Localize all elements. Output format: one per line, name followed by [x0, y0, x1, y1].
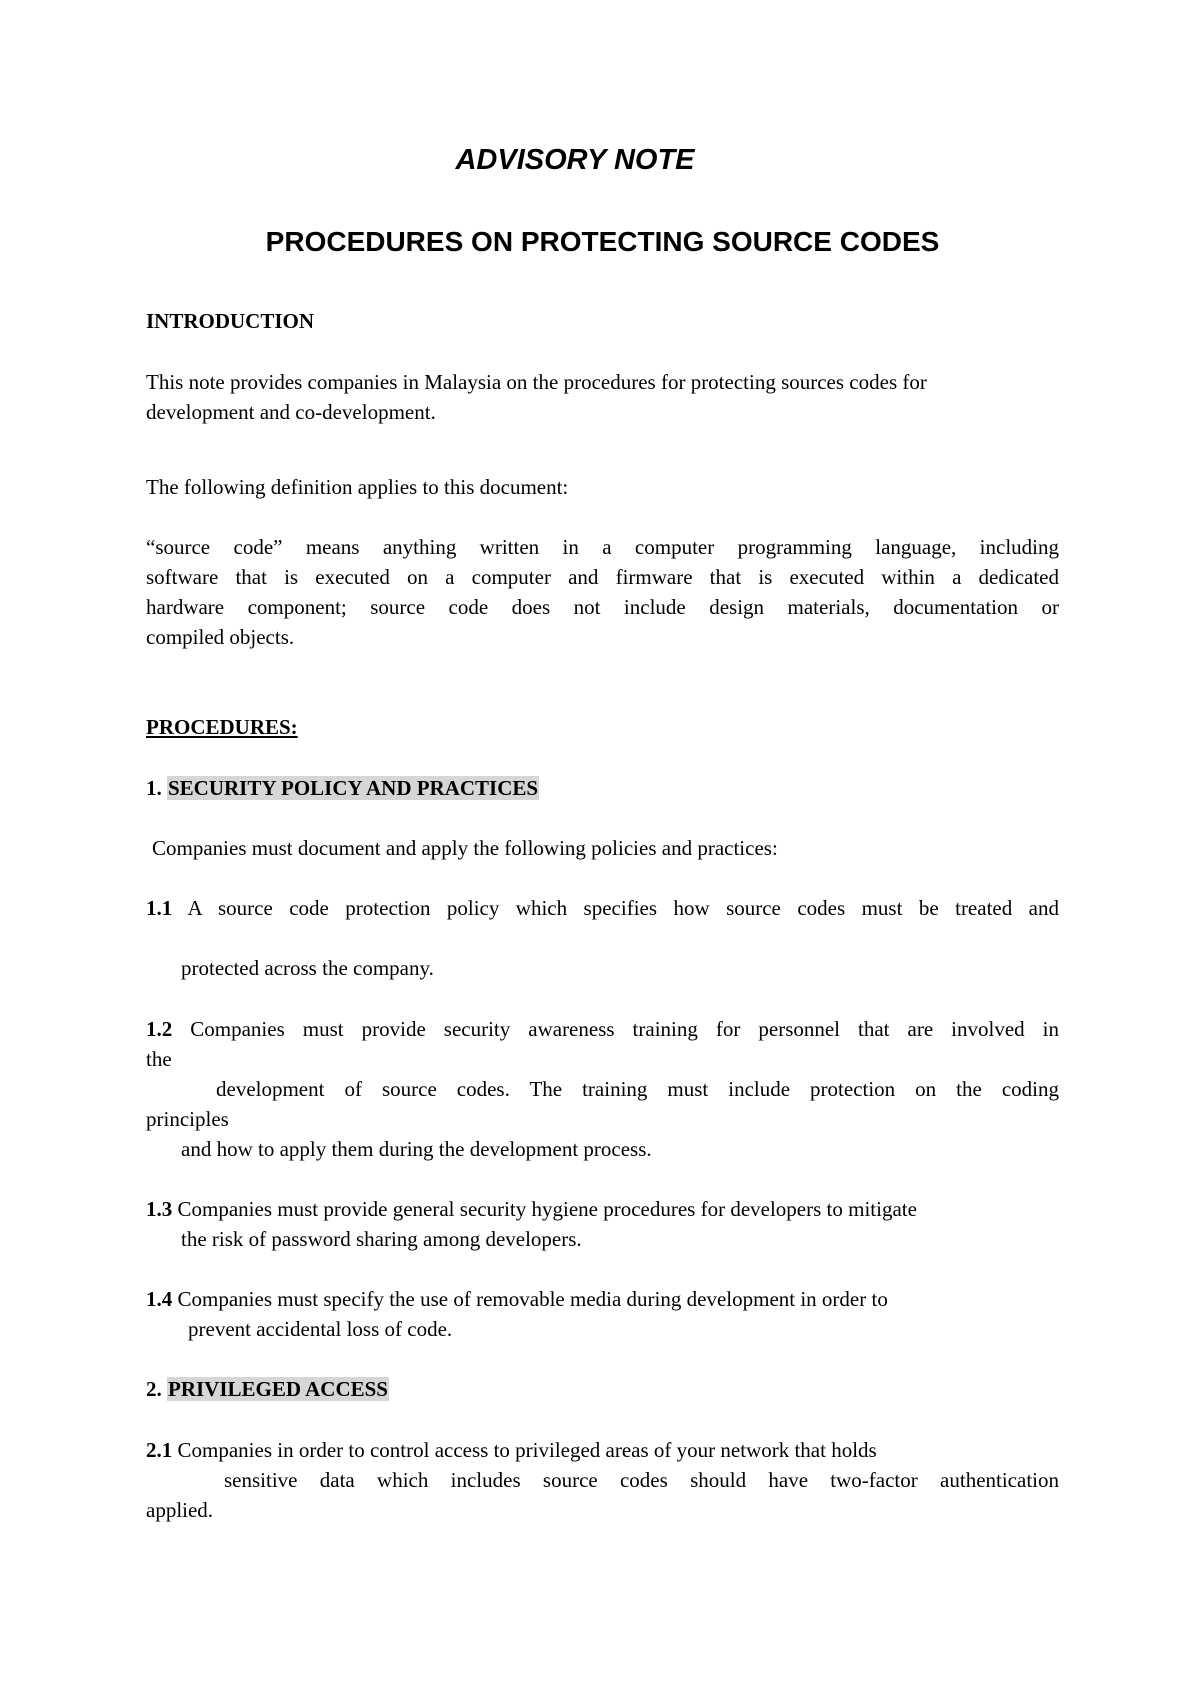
- intro-paragraph-line: This note provides companies in Malaysia on the procedures for protecting sources codes for: [146, 370, 927, 394]
- procedures-heading: PROCEDURES:: [146, 715, 298, 739]
- section-2-number: 2.: [146, 1377, 162, 1401]
- definition-line: software that is executed on a computer and firmware that is executed within a dedicated: [146, 565, 1059, 589]
- item-2-1: [146, 1435, 877, 1465]
- section-1-number: 1.: [146, 776, 162, 800]
- item-1-3-text: Companies must provide general security hygiene procedures for developers to mitigate: [177, 1197, 917, 1221]
- item-1-3-number: 1.3: [146, 1197, 173, 1221]
- item-1-2-line: the: [146, 1047, 172, 1071]
- item-1-4: [146, 1284, 888, 1314]
- item-1-4-text: Companies must specify the use of removable media during development in order to: [177, 1287, 888, 1311]
- item-1-1-number: 1.1: [146, 896, 173, 920]
- introduction-heading: INTRODUCTION: [146, 309, 315, 333]
- document-title: ADVISORY NOTE: [455, 144, 695, 176]
- section-1-intro: Companies must document and apply the following policies and practices:: [152, 836, 778, 860]
- item-2-1-line: applied.: [146, 1498, 214, 1522]
- item-1-1-text: A source code protection policy which specifies how source codes must be treated and: [187, 896, 1059, 920]
- item-1-2-line: development of source codes. The training must include protection on the coding: [216, 1077, 1059, 1101]
- item-1-4-continuation: prevent accidental loss of code.: [188, 1317, 453, 1341]
- definition-line: hardware component; source code does not include design materials, documentation or: [146, 595, 1059, 619]
- document-subtitle: PROCEDURES ON PROTECTING SOURCE CODES: [265, 226, 940, 257]
- item-1-2-line: and how to apply them during the development process.: [181, 1137, 652, 1161]
- item-1-2-text: Companies must provide security awareness training for personnel that are involved in: [190, 1017, 1060, 1041]
- intro-paragraph-line: development and co-development.: [146, 400, 436, 424]
- item-1-3: [146, 1194, 917, 1224]
- item-2-1-line: sensitive data which includes source codes should have two-factor authentication: [224, 1468, 1059, 1492]
- item-1-2-line: principles: [146, 1107, 229, 1131]
- item-1-2: [146, 1014, 1059, 1044]
- definition-line: “source code” means anything written in a computer programming language, including: [146, 535, 1059, 559]
- section-2-heading: [146, 1374, 389, 1404]
- section-1-heading: [146, 773, 539, 803]
- item-1-2-number: 1.2: [146, 1017, 173, 1041]
- item-1-1: [146, 893, 1059, 923]
- item-1-1-continuation: protected across the company.: [181, 956, 434, 980]
- item-2-1-number: 2.1: [146, 1438, 173, 1462]
- item-1-3-continuation: the risk of password sharing among developers.: [181, 1227, 582, 1251]
- section-2-title: PRIVILEGED ACCESS: [168, 1377, 388, 1401]
- section-1-title: SECURITY POLICY AND PRACTICES: [168, 776, 539, 800]
- item-1-4-number: 1.4: [146, 1287, 173, 1311]
- definition-line: compiled objects.: [146, 625, 295, 649]
- item-2-1-text: Companies in order to control access to privileged areas of your network that holds: [177, 1438, 877, 1462]
- definition-lead: The following definition applies to this document:: [146, 475, 569, 499]
